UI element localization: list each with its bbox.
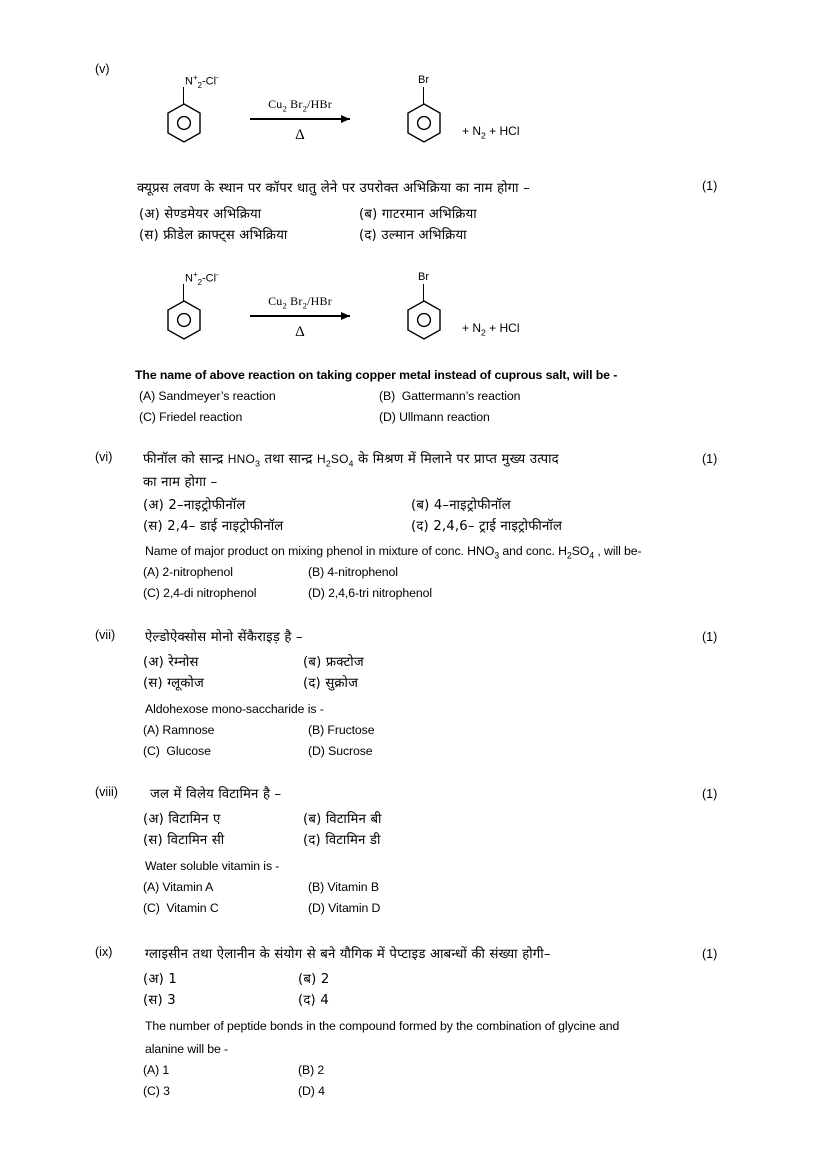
question-vi-english-stem: Name of major product on mixing phenol in mixture of conc. $HNO_3$ and conc. $H_2SO_4$ , will be- [145,544,642,561]
option-hindi-b[interactable]: (ब) फ्रक्टोज [303,655,364,670]
question-ix-english-stem-line2: alanine will be - [145,1042,229,1056]
option-row [143,517,703,538]
option-english-a[interactable]: (A) 1 [143,1063,170,1077]
question-vii-hindi-options [143,653,703,695]
option-hindi-c[interactable]: (स) फ्रीडेल क्राफ्ट्स अभिक्रिया [139,228,288,243]
benzene-ring-icon [163,100,203,146]
option-english-c[interactable]: (C) 3 [143,1084,170,1098]
option-hindi-a[interactable]: (अ) विटामिन ए [143,812,221,827]
question-ix-marks: (1) [702,947,718,961]
option-english-a[interactable]: (A) 2-nitrophenol [143,565,233,579]
diazonium-chloride-label: $N^+_2-Cl^-$ [185,270,219,287]
reaction-scheme-english [145,267,565,362]
question-ix-number: (ix) [95,945,113,959]
question-v-number: (v) [95,62,110,76]
option-hindi-c[interactable]: (स) 2,4– डाई नाइट्रोफीनॉल [143,519,284,534]
option-row [143,563,703,584]
option-hindi-b[interactable]: (ब) 4–नाइट्रोफीनॉल [411,498,511,513]
option-hindi-d[interactable]: (द) विटामिन डी [303,833,381,848]
option-hindi-c[interactable]: (स) ग्लूकोज [143,676,204,691]
product-bromobenzene [403,271,443,343]
reactant-benzene-diazonium [163,73,219,146]
option-hindi-a[interactable]: (अ) सेण्डमेयर अभिक्रिया [139,207,262,222]
heat-delta-symbol: Δ [295,127,305,144]
option-hindi-d[interactable]: (द) उल्मान अभिक्रिया [359,228,467,243]
option-hindi-c[interactable]: (स) विटामिन सी [143,833,225,848]
option-hindi-c[interactable]: (स) 3 [143,993,176,1008]
question-viii-marks: (1) [702,787,718,801]
question-vii-number: (vii) [95,628,116,642]
question-viii-hindi-options [143,810,703,852]
option-hindi-a[interactable]: (अ) 2–नाइट्रोफीनॉल [143,498,246,513]
reaction-arrow-icon [250,114,350,123]
option-english-c[interactable]: (C) 2,4-di nitrophenol [143,586,257,600]
option-english-d[interactable]: (D) Sucrose [308,744,373,758]
question-viii-number: (viii) [95,785,118,799]
option-row [143,899,703,920]
option-hindi-b[interactable]: (ब) 2 [298,972,330,987]
option-row [143,496,703,517]
question-ix-hindi-options [143,970,703,1012]
question-vi-hindi-stem-line2: का नाम होगा – [143,475,218,490]
question-ix-hindi-stem: ग्लाइसीन तथा ऐलानीन के संयोग से बने यौगिक में पेप्टाइड आबन्धों की संख्या होगी– [145,947,551,962]
question-vi-number: (vi) [95,450,113,464]
option-row [143,810,703,831]
question-v-marks: (1) [702,179,718,193]
question-v-hindi-options [139,205,699,247]
option-english-b[interactable]: (B) Gattermann’s reaction [379,389,521,403]
question-vii-english-stem: Aldohexose mono-saccharide is - [145,702,324,716]
question-vii-english-options [143,721,703,763]
option-english-c[interactable]: (C) Vitamin C [143,901,219,915]
diazonium-chloride-label: $N^+_2-Cl^-$ [185,73,219,90]
question-ix-english-stem-line1: The number of peptide bonds in the compound formed by the combination of glycine and [145,1019,620,1033]
option-row [139,387,699,408]
option-row [139,205,699,226]
question-v-english-stem: The name of above reaction on taking copper metal instead of cuprous salt, will be - [135,368,618,382]
question-vi-english-options [143,563,703,605]
reagent-label: $Cu_2$ $Br_2$/HBr [268,294,332,311]
byproducts-label: + $N_2$ + HCl [462,124,520,141]
option-english-b[interactable]: (B) 2 [298,1063,325,1077]
option-english-b[interactable]: (B) Fructose [308,723,375,737]
option-row [139,226,699,247]
reaction-arrow-group [245,97,355,144]
option-row [143,653,703,674]
option-hindi-d[interactable]: (द) 2,4,6– ट्राई नाइट्रोफीनॉल [411,519,563,534]
option-hindi-a[interactable]: (अ) 1 [143,972,177,987]
option-hindi-b[interactable]: (ब) विटामिन बी [303,812,382,827]
option-hindi-a[interactable]: (अ) रेम्नोस [143,655,199,670]
option-hindi-b[interactable]: (ब) गाटरमान अभिक्रिया [359,207,477,222]
reaction-arrow-icon [250,311,350,320]
option-english-b[interactable]: (B) 4-nitrophenol [308,565,398,579]
option-english-a[interactable]: (A) Vitamin A [143,880,214,894]
option-hindi-d[interactable]: (द) सुक्रोज [303,676,359,691]
reagent-label: $Cu_2$ $Br_2$/HBr [268,97,332,114]
question-viii-english-options [143,878,703,920]
benzene-ring-icon [403,100,443,146]
option-row [143,878,703,899]
question-vi-hindi-stem-line1: फीनॉल को सान्द्र $HNO_3$ तथा सान्द्र $H_2SO_4$ के मिश्रण में मिलाने पर प्राप्त मुख्य उत्पाद [143,452,559,469]
option-row [143,1082,703,1103]
option-row [143,970,703,991]
option-row [143,991,703,1012]
option-english-a[interactable]: (A) Ramnose [143,723,215,737]
bromo-label: Br [418,74,429,86]
question-v-hindi-stem: क्यूप्रस लवण के स्थान पर कॉपर धातु लेने पर उपरोक्त अभिक्रिया का नाम होगा – [137,181,530,196]
question-viii-english-stem: Water soluble vitamin is - [145,859,280,873]
question-v-english-options [139,387,699,429]
option-row [143,721,703,742]
option-row [143,831,703,852]
product-bromobenzene [403,74,443,146]
reaction-scheme-hindi [145,70,565,165]
option-row [139,408,699,429]
byproducts-label: + $N_2$ + HCl [462,321,520,338]
benzene-ring-icon [163,297,203,343]
bromo-label: Br [418,271,429,283]
option-english-d[interactable]: (D) Ullmann reaction [379,410,490,424]
option-hindi-d[interactable]: (द) 4 [298,993,329,1008]
question-vi-hindi-options [143,496,703,538]
option-row [143,1061,703,1082]
option-english-c[interactable]: (C) Friedel reaction [139,410,243,424]
question-viii-hindi-stem: जल में विलेय विटामिन है – [150,787,282,802]
option-english-a[interactable]: (A) Sandmeyer’s reaction [139,389,276,403]
option-english-d[interactable]: (D) 4 [298,1084,325,1098]
question-vii-marks: (1) [702,630,718,644]
reactant-benzene-diazonium [163,270,219,343]
question-ix-english-options [143,1061,703,1103]
question-vi-marks: (1) [702,452,718,466]
option-english-d[interactable]: (D) Vitamin D [308,901,381,915]
option-english-c[interactable]: (C) Glucose [143,744,211,758]
option-english-d[interactable]: (D) 2,4,6-tri nitrophenol [308,586,432,600]
heat-delta-symbol: Δ [295,324,305,341]
question-vii-hindi-stem: ऐल्डोऐक्सोस मोनो सेंकैराइड़ है – [145,630,303,645]
option-row [143,584,703,605]
option-row [143,674,703,695]
option-english-b[interactable]: (B) Vitamin B [308,880,379,894]
benzene-ring-icon [403,297,443,343]
option-row [143,742,703,763]
reaction-arrow-group [245,294,355,341]
